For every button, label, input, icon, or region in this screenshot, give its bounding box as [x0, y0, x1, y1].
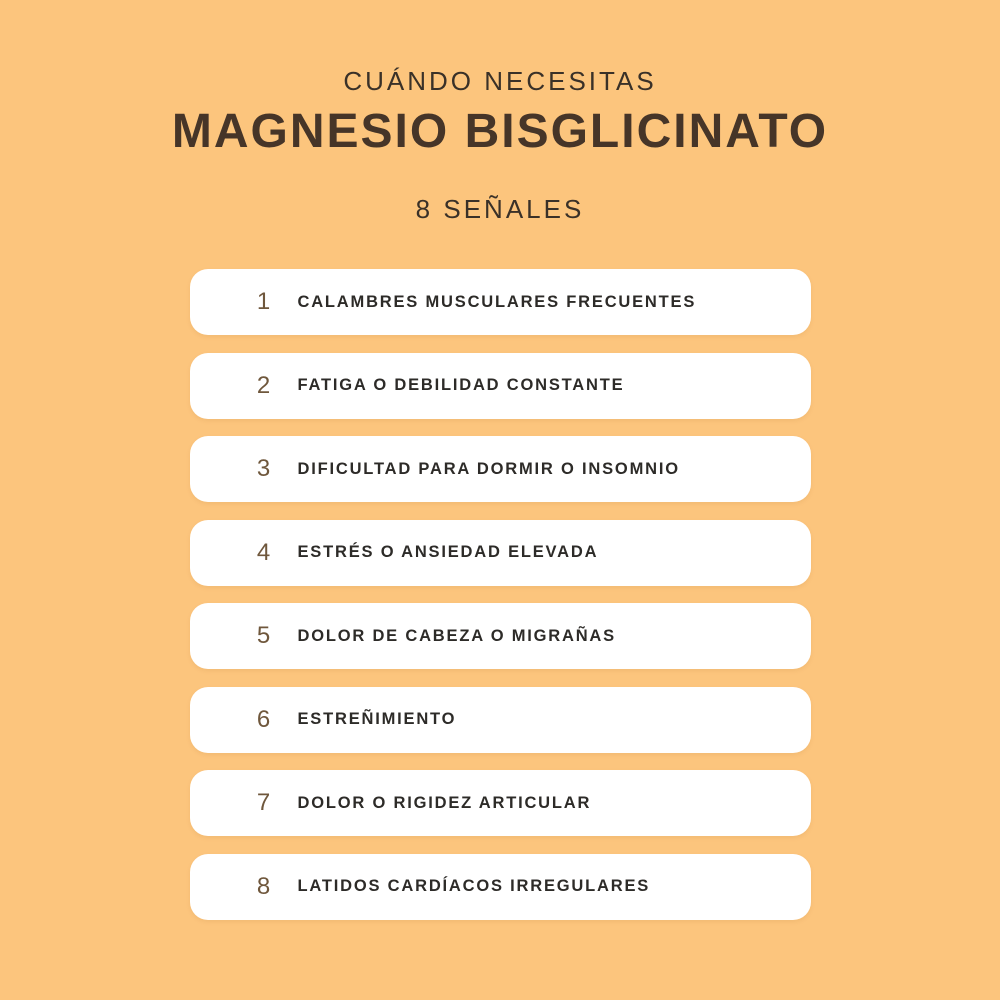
signal-number: 6: [256, 705, 271, 733]
signal-row: [190, 770, 811, 836]
signal-label: ESTRÉS O ANSIEDAD ELEVADA: [297, 543, 599, 561]
signal-label: DOLOR DE CABEZA O MIGRAÑAS: [297, 626, 616, 645]
signal-number: 7: [256, 789, 271, 816]
signal-label: CALAMBRES MUSCULARES FRECUENTES: [297, 292, 697, 311]
signal-number: 3: [256, 455, 271, 482]
signal-number: 2: [256, 371, 271, 399]
signal-row: [190, 269, 811, 335]
signal-number: 4: [256, 538, 271, 566]
signal-row: [190, 603, 811, 669]
signal-row: [190, 436, 811, 502]
signals-list: [190, 269, 811, 920]
signal-row: [190, 854, 811, 920]
signal-number: 5: [256, 622, 271, 649]
subtitle: 8 SEÑALES: [415, 194, 585, 224]
page-title: MAGNESIO BISGLICINATO: [171, 105, 829, 158]
signal-number: 1: [256, 288, 271, 315]
signal-number: 8: [256, 872, 271, 900]
signal-row: [190, 353, 811, 419]
signal-label: FATIGA O DEBILIDAD CONSTANTE: [297, 376, 625, 394]
signal-row: [190, 687, 811, 753]
header: [0, 0, 1000, 222]
signal-label: DOLOR O RIGIDEZ ARTICULAR: [297, 793, 592, 812]
signal-label: ESTREÑIMIENTO: [297, 710, 457, 728]
signal-row: [190, 520, 811, 586]
kicker-text: CUÁNDO NECESITAS: [343, 66, 657, 96]
signal-label: LATIDOS CARDÍACOS IRREGULARES: [297, 877, 651, 895]
signal-label: DIFICULTAD PARA DORMIR O INSOMNIO: [297, 459, 680, 478]
